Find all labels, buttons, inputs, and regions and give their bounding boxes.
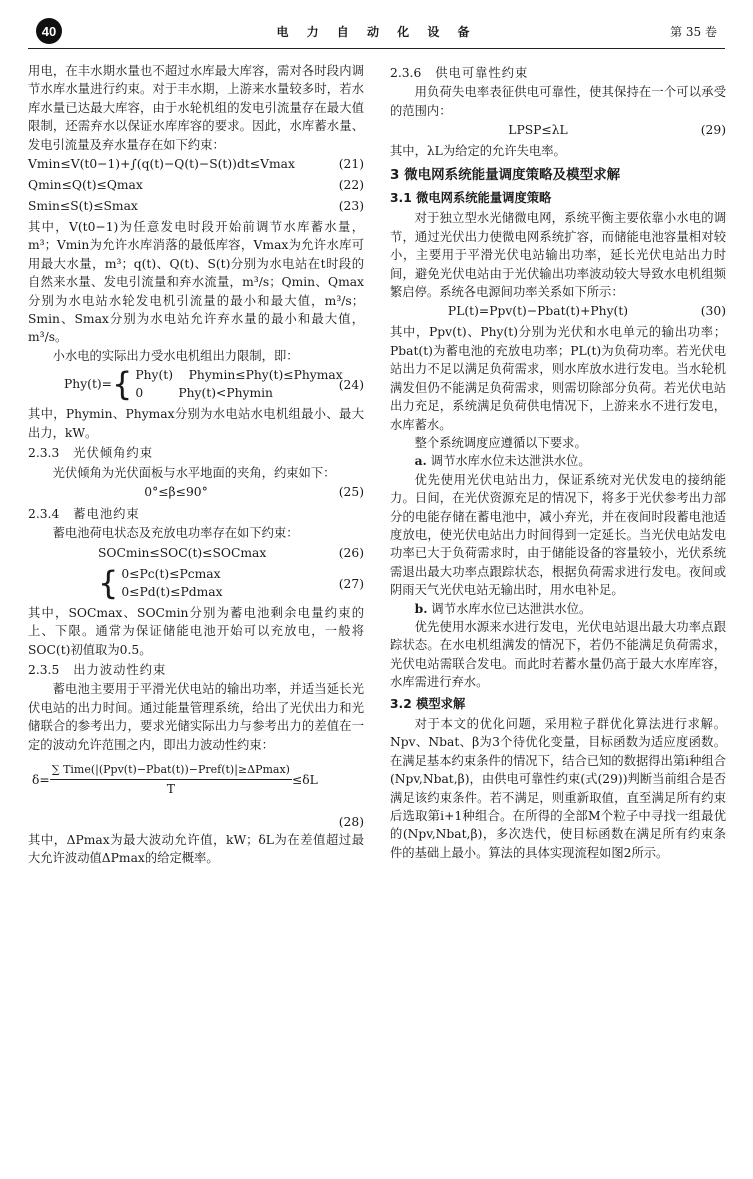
item-a-label: a. [414,453,427,469]
section-3-heading: 3 微电网系统能量调度策略及模型求解 [390,166,621,183]
equation-28-lhs: δ= [32,772,50,787]
equation-30-body: PL(t)=Ppv(t)−Pbat(t)+Phy(t) [447,304,629,319]
equation-23-body: Smin≤S(t)≤Smax [28,199,138,214]
equation-27-line-2: 0≤Pd(t)≤Pdmax [121,584,223,599]
equation-28 [28,755,364,829]
heading-2-3-6-title: 供电可靠性约束 [435,66,529,80]
equation-21 [28,155,364,175]
heading-2-3-6-number: 2.3.6 [390,66,422,80]
heading-2-3-6 [390,64,726,82]
paragraph-delta: 其中，ΔPmax为最大波动允许值，kW；δL为在差值超过最大允许波动值ΔPmax的给定概率。 [28,832,364,866]
equation-26-body: SOCmin≤SOC(t)≤SOCmax [98,545,267,560]
heading-2-3-4-title: 蓄电池约束 [73,506,140,521]
equation-29 [390,121,726,141]
equation-26-number: (26) [338,545,364,560]
heading-2-3-4-number: 2.3.4 [28,506,60,521]
paragraph-lpsp: 用负荷失电率表征供电可靠性，使其保持在一个可以承受的范围内： [390,85,726,118]
equation-23-number: (23) [338,199,364,214]
paragraph-intro: 用电，在丰水期水量也不超过水库最大库容，需对各时段内调节水库水量进行约束。对于丰水期，上游来水量较多时，若水库水量已达最大库容，由于水轮机组的发电引流量存在最大值限制，还需弃水以保证水库库容的要求。因此，水库蓄水量、发电引流量及弃水量存在如下约束： [28,64,364,152]
item-a-text: 调节水库水位未达泄洪水位。 [430,454,591,469]
right-column [390,62,726,862]
heading-2-3-5-title: 出力波动性约束 [73,662,167,677]
equation-24-case-2: 0 Phy(t)<Phymin [135,386,273,401]
equation-28-numerator: ∑ Time(|(Ppv(t)−Pbat(t))−Pref(t)|≥ΔPmax) [50,761,292,780]
equation-27-number: (27) [338,576,364,591]
equation-21-body: Vmin≤V(t0−1)+∫(q(t)−Q(t)−S(t))dt≤Vmax [28,157,295,172]
equation-30-number: (30) [700,304,726,319]
equation-27-line-1: 0≤Pc(t)≤Pcmax [121,566,221,581]
equation-28-denominator: T [166,782,175,797]
page-number-badge: 40 [36,18,62,44]
equation-24-case-1: Phy(t) Phymin≤Phy(t)≤Phymax [135,368,343,383]
item-a [390,452,726,470]
section-3-2-heading: 3.2 模型求解 [390,696,466,711]
equation-24 [28,366,364,404]
brace-icon: { [111,365,133,404]
paragraph-fluctuation: 蓄电池主要用于平滑光伏电站的输出功率，并适当延长光伏电站的出力时间。通过能量管理系统，给出了光伏出力和光储联合的参考出力，要求光储实际出力与参考出力的差值在一定的波动允许范围之内，即出力波动性约束： [28,682,364,752]
item-b [390,600,726,618]
paragraph-soc: 其中，SOCmax、SOCmin分别为蓄电池剩余电量约束的上、下限。通常为保证储能电池开始可以充放电，一般将SOC(t)初值取为0.5。 [28,605,364,657]
volume-label: 第 35 卷 [670,25,717,39]
item-b-label: b. [414,600,428,616]
equation-28-number: (28) [338,814,364,829]
equation-22-body: Qmin≤Q(t)≤Qmax [28,178,143,193]
paragraph-30: 其中，Ppv(t)、Phy(t)分别为光伏和水电单元的输出功率；Pbat(t)为蓄电池的充放电功率；PL(t)为负荷功率。若光伏电站出力不足以满足负荷需求，则水库放水进行发电。当水轮机满发但仍不能满足负荷需求，则需切除部分负荷。若光伏电站出力充足，系统满足负荷供电情况下，上游来水不进行发电，水库蓄水。 [390,325,726,432]
paragraph-a: 优先使用光伏电站出力，保证系统对光伏发电的接纳能力。日间，在光伏资源充足的情况下，将多于光伏参考出力部分的电能存储在蓄电池中，减小弃光，并在夜间时段蓄电池适度放电，使光伏电站出力时间得到一定延长。当光伏电站发电功率已大于负荷需求时，由于储能设备的容量较小，光伏系统需退出最大功率点跟踪状态，根据负荷需求进行发电。夜间或阴雨天气光伏电站无输出时，用水电补足。 [390,472,726,598]
equation-27 [28,565,364,603]
paragraph-tilt: 光伏倾角为光伏面板与水平地面的夹角，约束如下： [52,465,336,480]
heading-2-3-5-number: 2.3.5 [28,662,60,677]
paragraph-lambda: 其中，λL为给定的允许失电率。 [390,144,566,159]
paragraph-battery: 蓄电池荷电状态及充放电功率存在如下约束： [52,526,299,541]
paragraph-principle: 整个系统调度应遵循以下要求。 [414,435,587,450]
equation-28-rhs: ≤δL [291,772,318,787]
equation-29-body: LPSP≤λL [508,123,568,138]
left-column [28,62,364,868]
equation-24-lhs: Phy(t)= [64,377,112,392]
heading-2-3-3-number: 2.3.3 [28,446,60,461]
equation-25 [28,483,364,503]
paragraph-variables: 其中，V(t0−1)为任意发电时段开始前调节水库蓄水量，m³；Vmin为允许水库消落的最低库容，Vmax为允许水库可用最大水量，m³；q(t)、Q(t)、S(t)分别为水电站在t时段的自然来水量、发电引流量和弃水流量，m³/s；Qmin、Qmax分别为水电站水轮发电机引流量的最小和最大值，m³/s；Smin、Smax分别为水电站允许弃水量的最小和最大值，m³/s。 [28,220,364,345]
heading-2-3-3 [28,444,364,462]
equation-30 [390,302,726,322]
journal-title: 电 力 自 动 化 设 备 [276,25,477,39]
equation-21-number: (21) [338,157,364,172]
page-header [28,14,725,52]
paragraph-hydro-vars: 其中，Phymin、Phymax分别为水电站水电机组最小、最大出力，kW。 [28,407,364,440]
paragraph-3-2: 对于本文的优化问题，采用粒子群优化算法进行求解。Npv、Nbat、β为3个待优化变量，目标函数为适应度函数。在满足基本约束条件的情况下，结合已知的数据得出第i种组合(Npv,Nbat,β)，由供电可靠性约束(式(29))判断当前组合是否满足该约束条件。若不满足，则重新取值，直至满足所有约束后选取第i+1种组合。在所得的全部M个粒子中寻找一组最优的(Npv,Nbat,β)，多次迭代，使目标函数在满足所有约束条件的基础上最小。算法的具体实现流程如图2所示。 [390,717,726,860]
equation-24-number: (24) [338,378,364,393]
heading-2-3-5 [28,661,364,679]
equation-26 [28,544,364,564]
equation-23 [28,197,364,217]
header-rule [28,48,725,49]
equation-22-number: (22) [338,178,364,193]
item-b-text: 调节水库水位已达泄洪水位。 [431,601,592,616]
equation-22 [28,176,364,196]
heading-2-3-3-title: 光伏倾角约束 [73,446,154,461]
equation-29-number: (29) [700,123,726,138]
brace-icon: { [98,563,119,602]
heading-2-3-4 [28,505,364,523]
paragraph-3-1: 对于独立型水光储微电网，系统平衡主要依靠小水电的调节，通过光伏出力使微电网系统扩容，而储能电池容量相对较小，主要用于平滑光伏电站输出功率，延长光伏电站出力时间，避免光伏电站由于光伏输出功率波动较大导致水电机组频繁启停。系统各电源间功率关系如下所示： [390,211,726,300]
equation-25-body: 0°≤β≤90° [144,484,208,499]
equation-28-fraction [50,761,292,799]
equation-25-number: (25) [338,484,364,499]
paragraph-b: 优先使用水源来水进行发电，光伏电站退出最大功率点跟踪状态。在水电机组满发的情况下，若仍不能满足负荷需求，光伏电站需联合发电。而此时若蓄水量仍高于最大水库库容，水库需进行弃水。 [390,619,726,690]
paragraph-hydro: 小水电的实际出力受水电机组出力限制，即： [52,348,299,363]
section-3-1-heading: 3.1 微电网系统能量调度策略 [390,191,552,206]
